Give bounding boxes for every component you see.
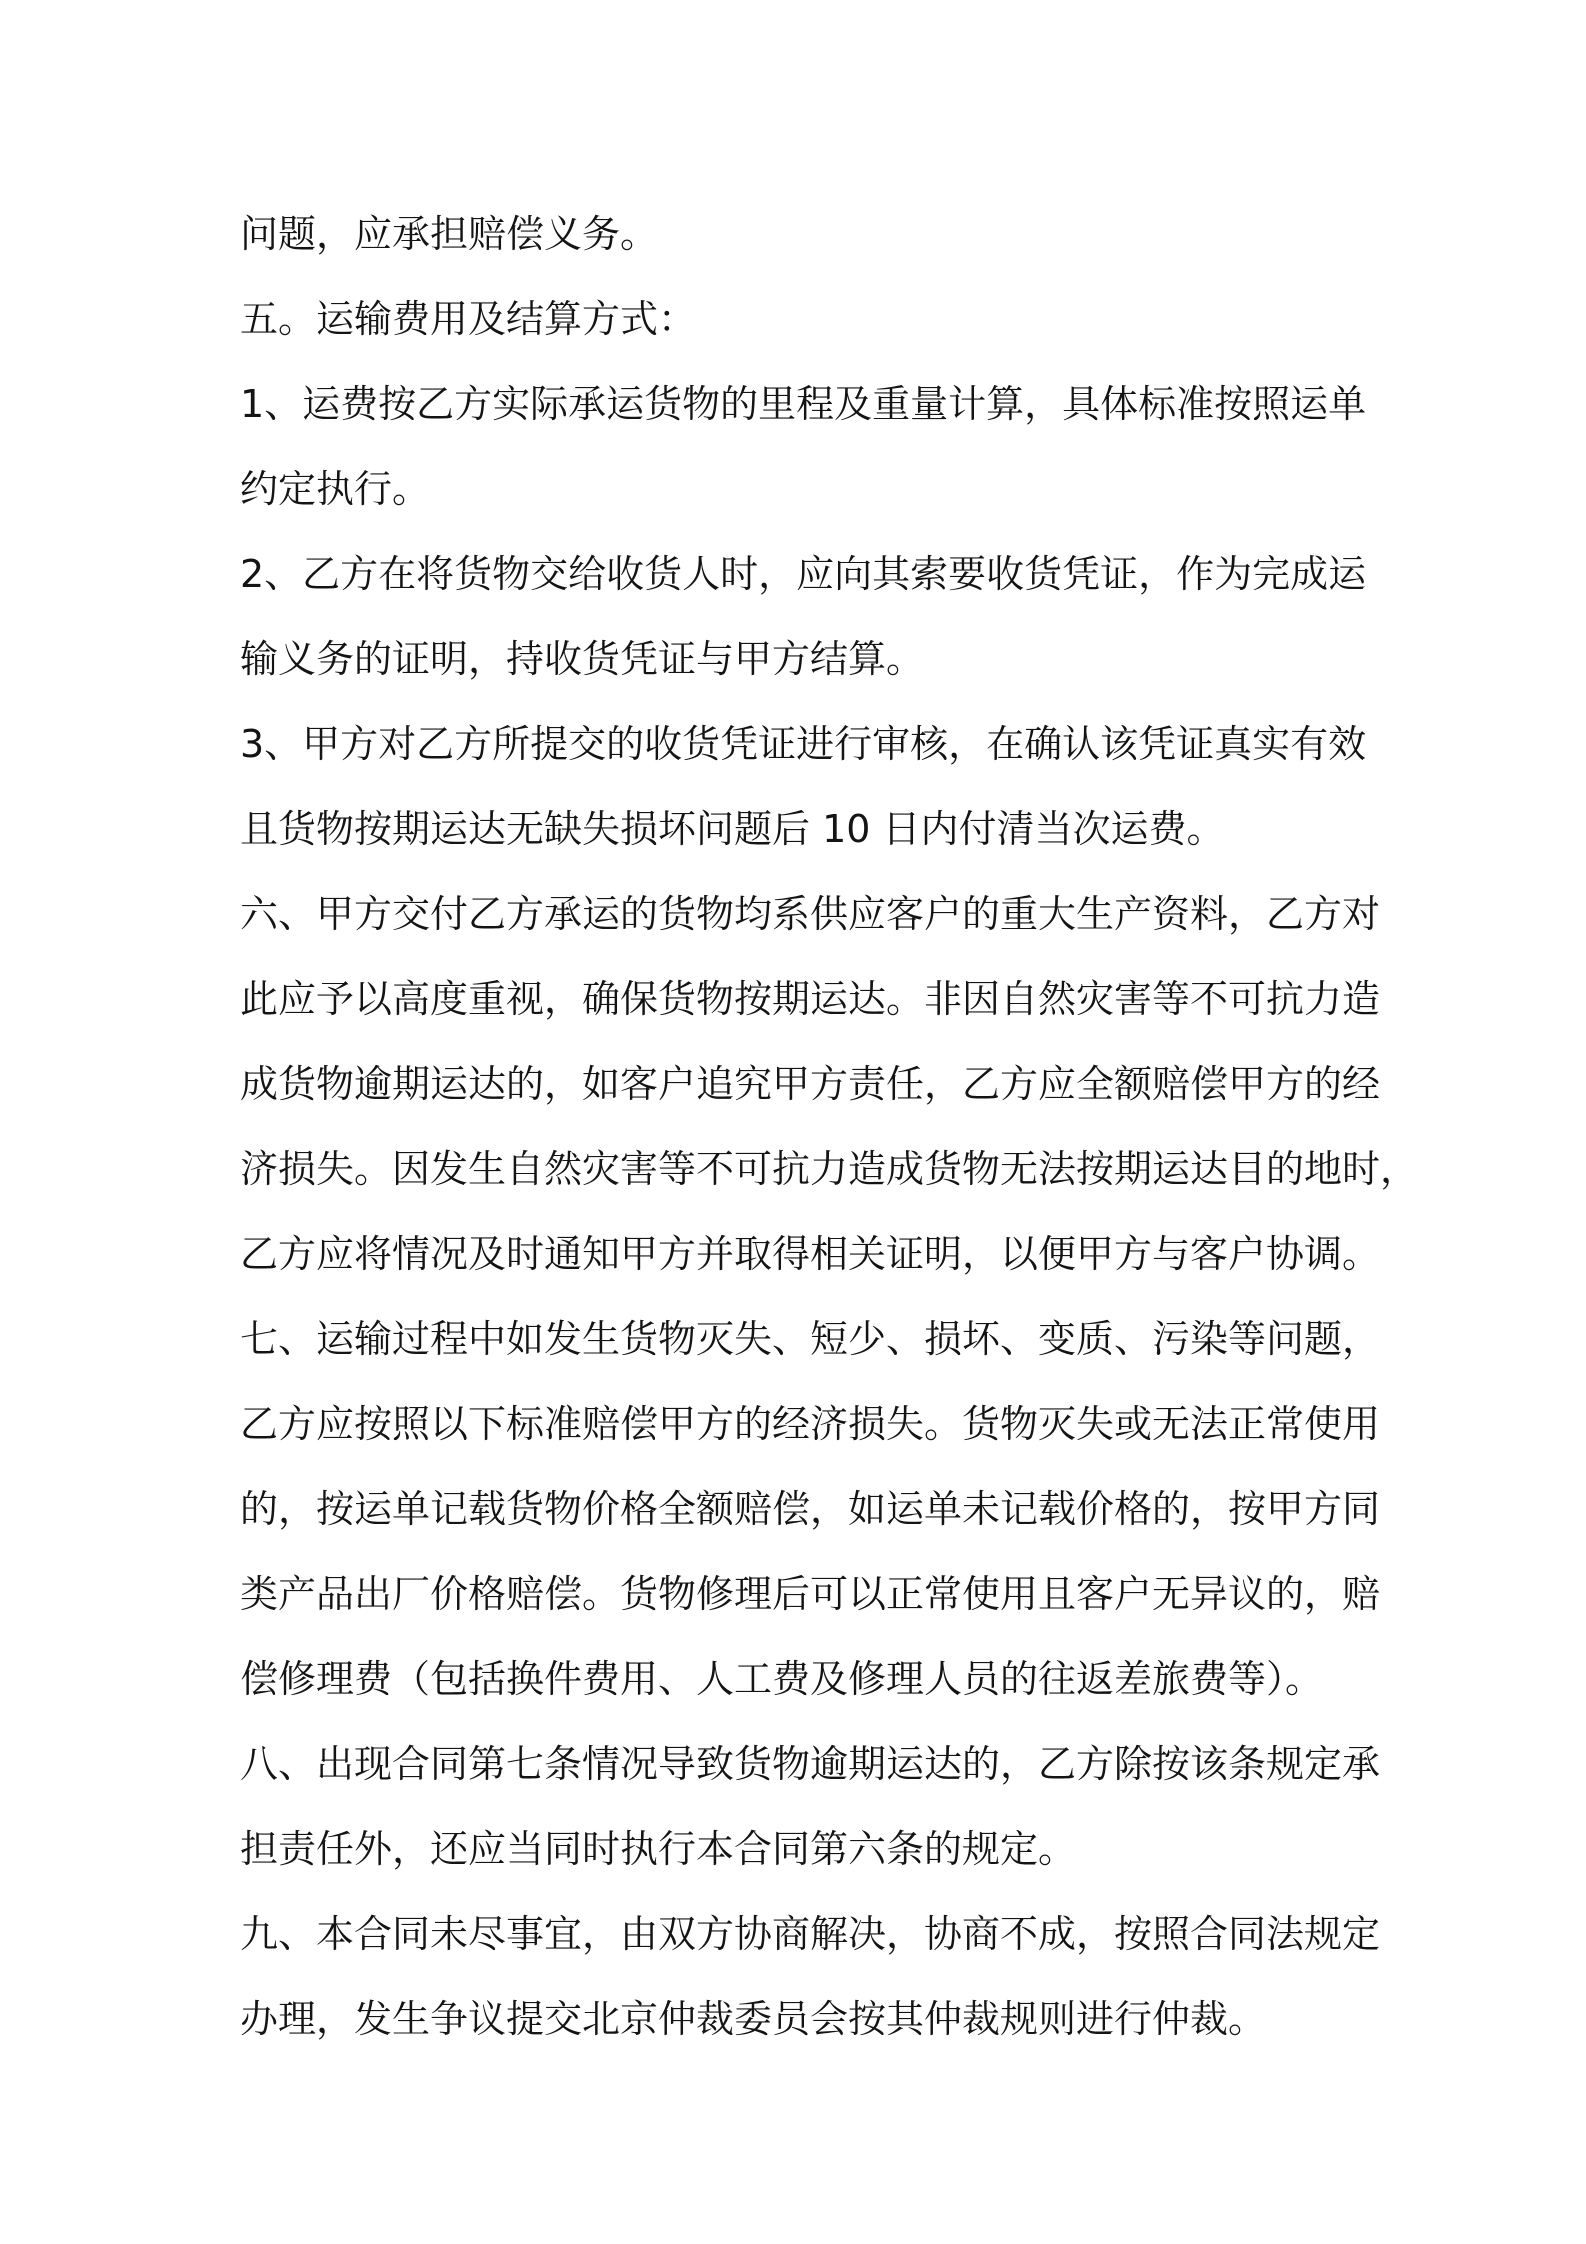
text-line-9: 六、甲方交付乙方承运的货物均系供应客户的重大生产资料，乙方对 — [240, 892, 1381, 936]
text-line-1: 问题，应承担赔偿义务。 — [240, 212, 659, 256]
text-line-15: 乙方应按照以下标准赔偿甲方的经济损失。货物灭失或无法正常使用 — [240, 1402, 1381, 1446]
text-line-6: 输义务的证明，持收货凭证与甲方结算。 — [240, 637, 925, 681]
text-line-14: 七、运输过程中如发生货物灭失、短少、损坏、变质、污染等问题， — [240, 1317, 1381, 1361]
text-line-7: 3、甲方对乙方所提交的收货凭证进行审核，在确认该凭证真实有效 — [240, 722, 1367, 766]
text-line-11: 成货物逾期运达的，如客户追究甲方责任，乙方应全额赔偿甲方的经 — [240, 1062, 1381, 1106]
text-line-16: 的，按运单记载货物价格全额赔偿，如运单未记载价格的，按甲方同 — [240, 1487, 1381, 1531]
text-line-20: 担责任外，还应当同时执行本合同第六条的规定。 — [240, 1827, 1077, 1871]
text-line-19: 八、出现合同第七条情况导致货物逾期运达的，乙方除按该条规定承 — [240, 1742, 1381, 1786]
text-line-5: 2、乙方在将货物交给收货人时，应向其索要收货凭证，作为完成运 — [240, 552, 1367, 596]
text-line-21: 九、本合同未尽事宜，由双方协商解决，协商不成，按照合同法规定 — [240, 1912, 1381, 1956]
text-line-17: 类产品出厂价格赔偿。货物修理后可以正常使用且客户无异议的，赔 — [240, 1572, 1381, 1616]
text-line-12: 济损失。因发生自然灾害等不可抗力造成货物无法按期运达目的地时， — [240, 1147, 1419, 1191]
text-line-4: 约定执行。 — [240, 467, 431, 511]
text-line-8: 且货物按期运达无缺失损坏问题后 10 日内付清当次运费。 — [240, 807, 1225, 851]
text-line-18: 偿修理费（包括换件费用、人工费及修理人员的往返差旅费等）。 — [240, 1657, 1324, 1701]
text-line-22: 办理，发生争议提交北京仲裁委员会按其仲裁规则进行仲裁。 — [240, 1997, 1267, 2041]
text-line-10: 此应予以高度重视，确保货物按期运达。非因自然灾害等不可抗力造 — [240, 977, 1381, 1021]
text-line-13: 乙方应将情况及时通知甲方并取得相关证明，以便甲方与客户协调。 — [240, 1232, 1381, 1276]
contract-text-block — [240, 192, 1419, 2062]
section-heading-5: 五。运输费用及结算方式： — [240, 297, 697, 341]
text-line-3: 1、运费按乙方实际承运货物的里程及重量计算，具体标准按照运单 — [240, 382, 1367, 426]
